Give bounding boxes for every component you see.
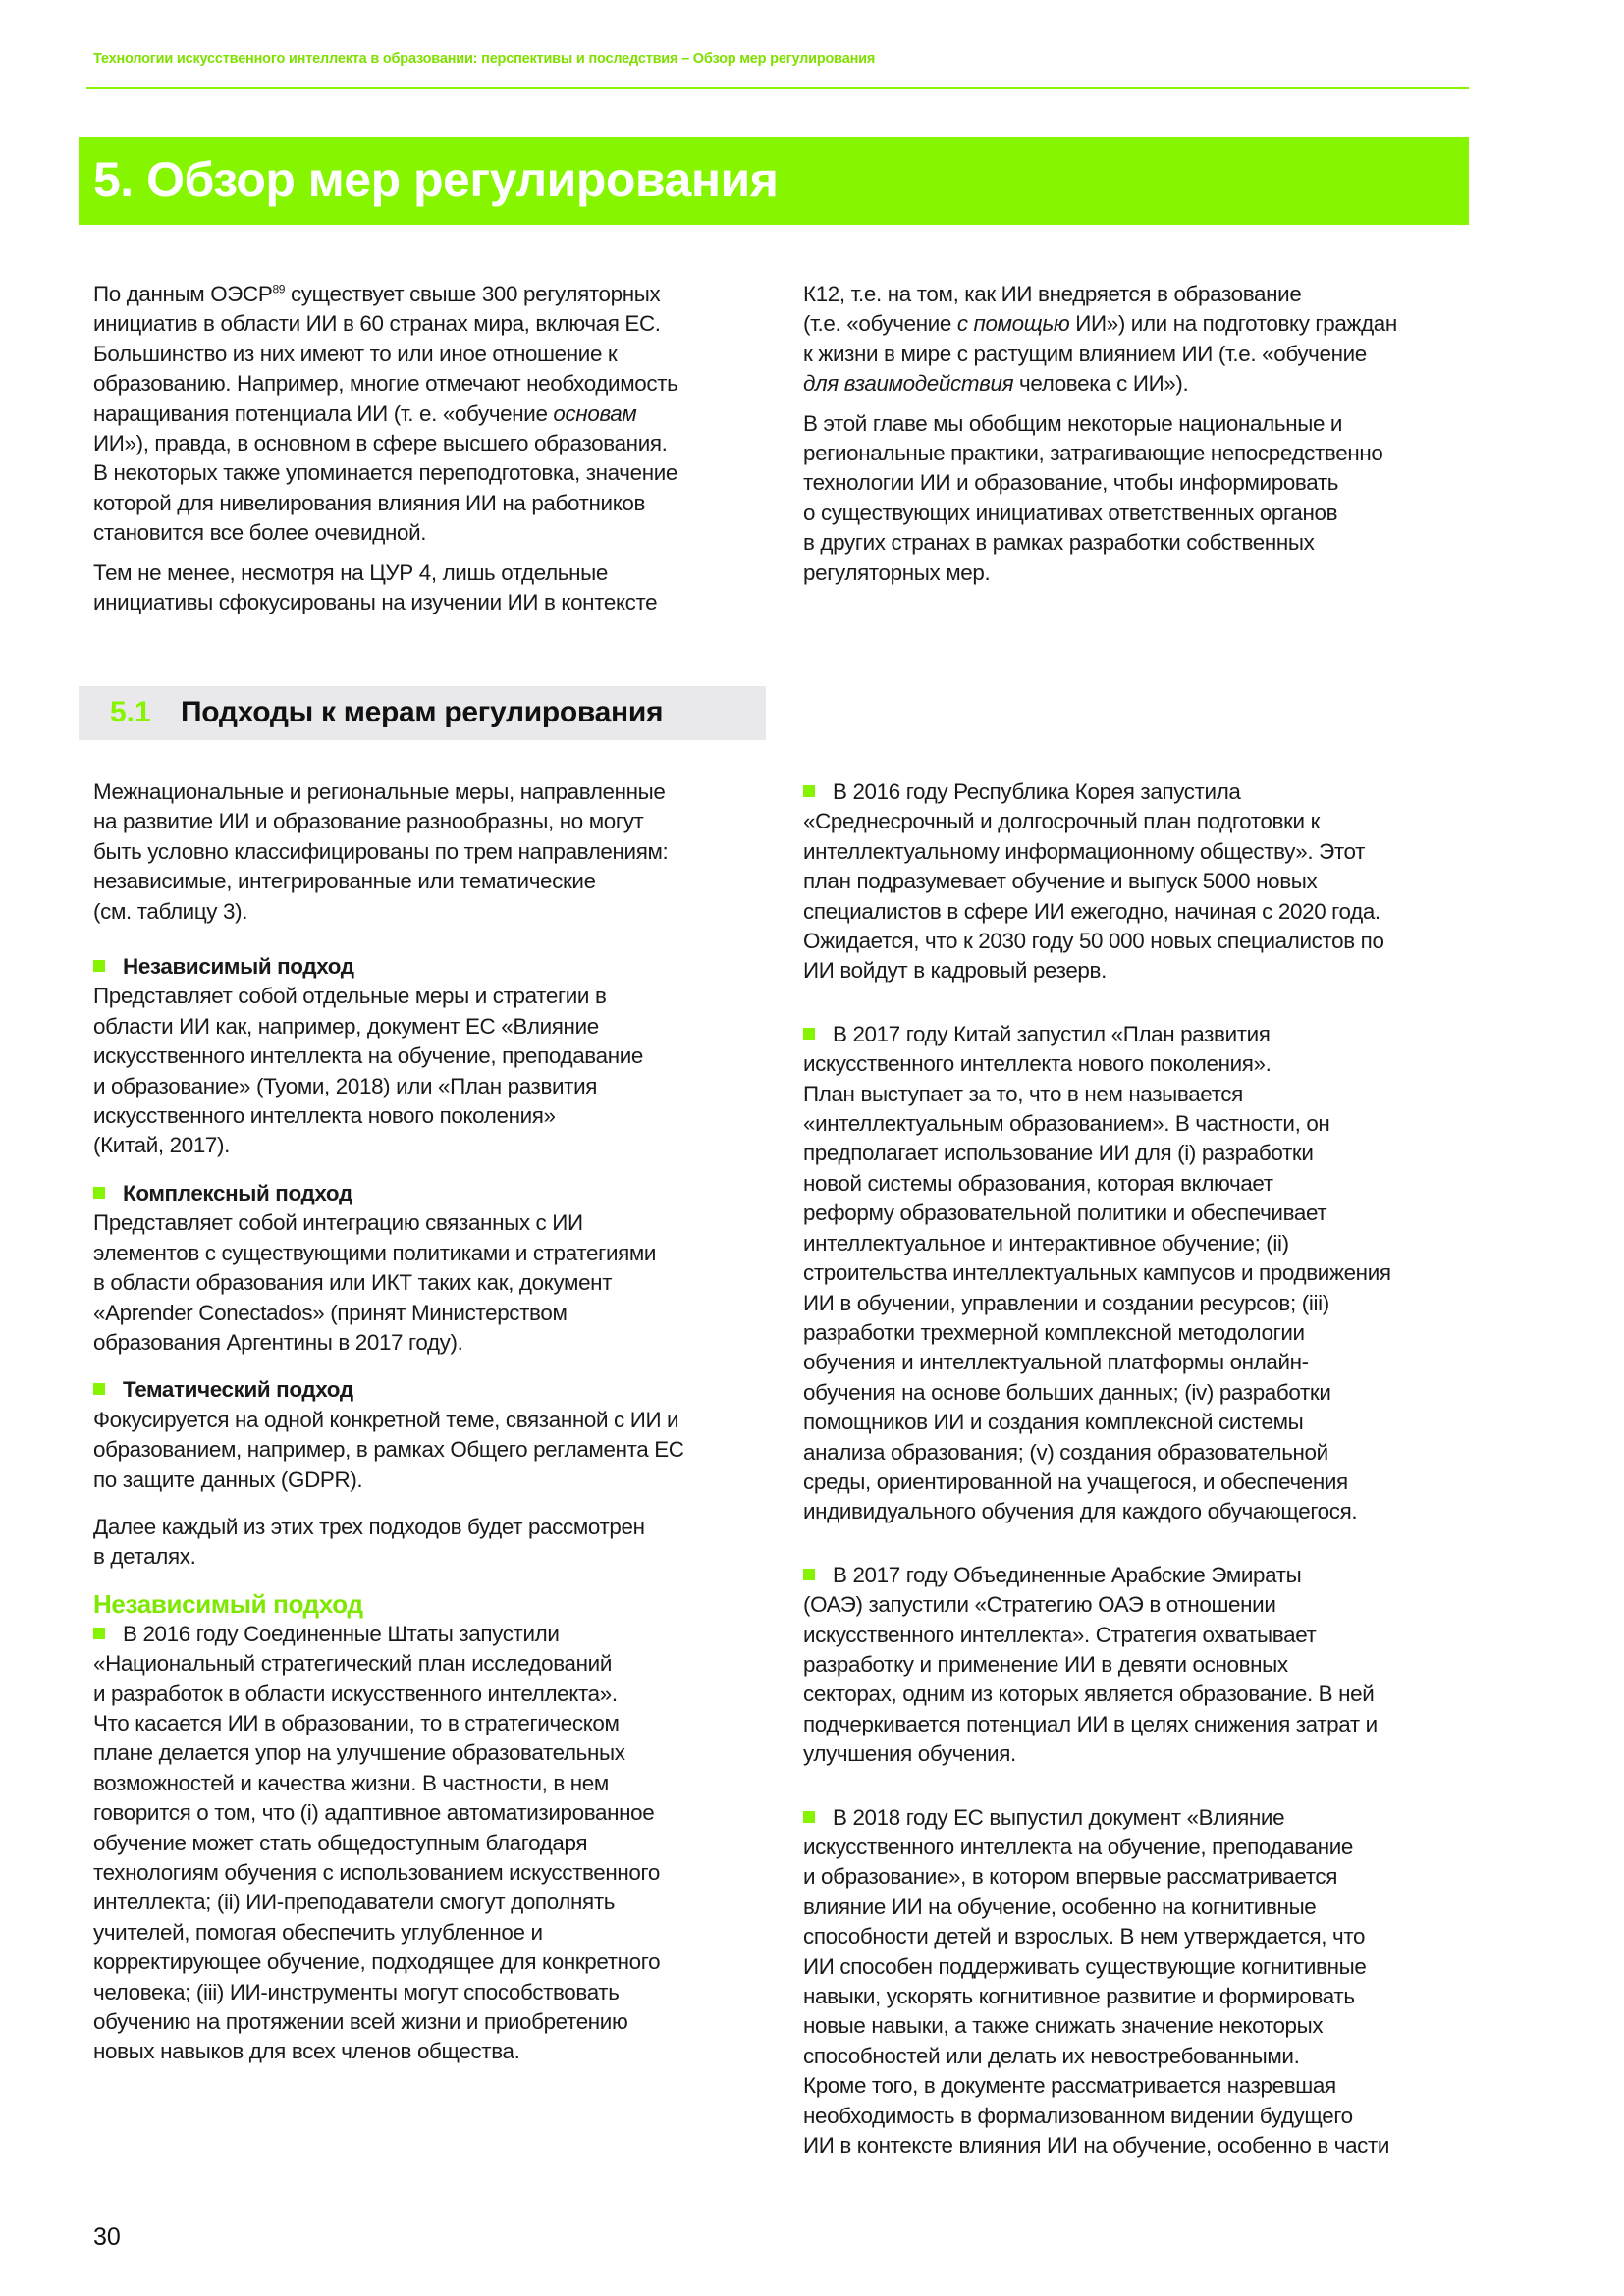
text-line: ИИ способен поддерживать существующие когнитивные: [803, 1953, 1367, 1979]
text-line: Далее каждый из этих трех подходов будет рассмотрен: [93, 1514, 645, 1539]
text-line: плане делается упор на улучшение образовательных: [93, 1740, 625, 1766]
green-square-bullet-icon: [93, 1187, 105, 1199]
approaches-outro: [93, 1513, 771, 1573]
text-line: (см. таблицу 3).: [93, 898, 248, 924]
us-strategy-item: [93, 1620, 771, 2067]
text-line: [803, 1561, 1490, 1590]
text-line: «Среднесрочный и долгосрочный план подготовки к: [803, 809, 1321, 834]
text-line: человека; (iii) ИИ-инструменты могут способствовать: [93, 1979, 620, 2004]
korea-item: [803, 777, 1490, 987]
text-line: региональные практики, затрагивающие непосредственно: [803, 441, 1383, 466]
text-line: ИИ в обучении, управлении и создании ресурсов; (iii): [803, 1290, 1329, 1315]
text-line: которой для нивелирования влияния ИИ на работников: [93, 490, 646, 515]
text-line: элементов с существующими политиками и стратегиями: [93, 1240, 657, 1265]
intro-paragraph-1: [93, 280, 771, 549]
text-line: «интеллектуальным образованием». В частности, он: [803, 1111, 1330, 1137]
text-line: обучения на основе больших данных; (iv) разработки: [803, 1379, 1331, 1405]
text-line: разработки трехмерной комплексной методологии: [803, 1319, 1305, 1345]
text-line: Ожидается, что к 2030 году 50 000 новых специалистов по: [803, 929, 1384, 954]
approach-complex: [93, 1179, 771, 1358]
text-line: [803, 309, 1490, 339]
approach-label-line: [93, 1179, 771, 1208]
text-span: В 2017 году Китай запустил «План развития: [833, 1021, 1271, 1046]
text-line: и разработок в области искусственного интеллекта».: [93, 1681, 618, 1706]
text-line: улучшения обучения.: [803, 1741, 1016, 1767]
text-line: в других странах в рамках разработки собственных: [803, 530, 1315, 556]
text-line: необходимость в формализованном видении будущего: [803, 2103, 1353, 2128]
text-line: ИИ войдут в кадровый резерв.: [803, 958, 1107, 984]
text-line: способностей или делать их невостребованными.: [803, 2043, 1300, 2068]
green-square-bullet-icon: [803, 1569, 815, 1580]
text-line: искусственного интеллекта на обучение, преподавание: [93, 1043, 643, 1069]
running-header: Технологии искусственного интеллекта в образовании: перспективы и последствия – Обзор мер регулирования: [93, 51, 876, 67]
text-line: План выступает за то, что в нем называется: [803, 1081, 1243, 1106]
text-line: образованию. Например, многие отмечают необходимость: [93, 371, 678, 397]
intro-right-column: [803, 280, 1490, 598]
text-line: по защите данных (GDPR).: [93, 1467, 363, 1492]
text-span: В 2016 году Республика Корея запустила: [833, 779, 1241, 804]
text-line: (Китай, 2017).: [93, 1133, 230, 1158]
text-line: К12, т.е. на том, как ИИ внедряется в образование: [803, 282, 1302, 306]
approaches-intro: [93, 777, 771, 927]
text-line: обучение может стать общедоступным благодаря: [93, 1830, 588, 1855]
header-rule: [86, 87, 1469, 89]
text-line: инициатив в области ИИ в 60 странах мира, включая ЕС.: [93, 311, 661, 337]
body-left-column: [93, 777, 771, 2077]
approach-label-line: [93, 1375, 771, 1405]
text-line: среды, ориентированной на учащегося, и обеспечения: [803, 1468, 1348, 1494]
section-heading: [79, 686, 766, 740]
approach-label: Тематический подход: [123, 1377, 353, 1403]
text-span: В 2016 году Соединенные Штаты запустили: [123, 1621, 560, 1646]
text-line: новых навыков для всех членов общества.: [93, 2039, 520, 2064]
text-line: ИИ в контексте влияния ИИ на обучение, особенно в части: [803, 2133, 1390, 2159]
italic-text: основам: [553, 400, 637, 426]
body-right-column: [803, 777, 1490, 2170]
text-line: искусственного интеллекта». Стратегия охватывает: [803, 1622, 1317, 1647]
text-line: реформу образовательной политики и обеспечивает: [803, 1201, 1327, 1226]
intro-paragraph-2: [93, 559, 771, 618]
text-span: В 2018 году ЕС выпустил документ «Влияние: [833, 1804, 1285, 1830]
subheading-independent: Независимый подход: [93, 1588, 363, 1619]
text-line: возможностей и качества жизни. В частности, в нем: [93, 1770, 609, 1795]
text-line: помощников ИИ и создания комплексной системы: [803, 1410, 1304, 1435]
text-line: план подразумевает обучение и выпуск 5000 новых: [803, 869, 1318, 894]
text-line: корректирующее обучение, подходящее для конкретного: [93, 1949, 661, 1975]
text-line: навыки, ускорять когнитивное развитие и формировать: [803, 1984, 1355, 2009]
green-square-bullet-icon: [93, 1628, 105, 1639]
text-span: В 2017 году Объединенные Арабские Эмираты: [833, 1562, 1302, 1587]
text-line: технологиям обучения с использованием искусственного: [93, 1860, 660, 1885]
uae-item: [803, 1561, 1490, 1770]
italic-text: для взаимодействия: [803, 371, 1014, 397]
text-line: [93, 280, 771, 309]
text-span: человека с ИИ»).: [1013, 371, 1189, 397]
text-line: быть условно классифицированы по трем направлениям:: [93, 838, 669, 864]
text-line: и образование» (Туоми, 2018) или «План развития: [93, 1073, 598, 1098]
text-line: секторах, одним из которых является образование. В ней: [803, 1682, 1375, 1707]
intro-left-column: [93, 280, 771, 627]
text-line: В этой главе мы обобщим некоторые национальные и: [803, 410, 1343, 436]
approach-label: Комплексный подход: [123, 1180, 352, 1205]
text-span: наращивания потенциала ИИ (т. е. «обучение: [93, 400, 554, 426]
text-line: искусственного интеллекта нового поколения»: [93, 1103, 556, 1129]
text-line: новой системы образования, которая включает: [803, 1170, 1273, 1196]
text-line: Большинство из них имеют то или иное отношение к: [93, 341, 618, 366]
text-line: [803, 777, 1490, 807]
approach-label-line: [93, 952, 771, 982]
text-line: в области образования или ИКТ таких как, документ: [93, 1270, 613, 1296]
text-line: обучению на протяжении всей жизни и приобретению: [93, 2009, 628, 2035]
chapter-banner: [79, 137, 1469, 225]
text-line: предполагает использование ИИ для (i) разработки: [803, 1141, 1314, 1166]
intro-paragraph-4: [803, 409, 1490, 588]
text-line: регуляторных мер.: [803, 560, 991, 585]
text-line: в деталях.: [93, 1544, 196, 1570]
text-span: существует свыше 300 регуляторных: [285, 282, 661, 306]
text-line: Кроме того, в документе рассматривается назревшая: [803, 2073, 1336, 2099]
italic-text: с помощью: [956, 311, 1070, 337]
text-line: области ИИ как, например, документ ЕС «Влияние: [93, 1013, 599, 1039]
footnote-ref[interactable]: 89: [272, 282, 286, 296]
green-square-bullet-icon: [93, 1383, 105, 1395]
china-item: [803, 1020, 1490, 1527]
text-span: (т.е. «обучение: [803, 311, 957, 337]
text-line: о существующих инициативах ответственных органов: [803, 500, 1338, 525]
text-line: технологии ИИ и образование, чтобы информировать: [803, 470, 1339, 496]
page-number: 30: [93, 2223, 121, 2251]
green-square-bullet-icon: [93, 960, 105, 972]
approach-independent: [93, 952, 771, 1161]
approach-label: Независимый подход: [123, 954, 354, 980]
text-line: «Национальный стратегический план исследований: [93, 1651, 612, 1677]
text-line: [93, 400, 771, 429]
text-line: искусственного интеллекта нового поколения».: [803, 1051, 1272, 1077]
chapter-title: 5. Обзор мер регулирования: [93, 152, 779, 207]
text-line: образованием, например, в рамках Общего регламента ЕС: [93, 1437, 684, 1463]
text-line: специалистов в сфере ИИ ежегодно, начиная с 2020 года.: [803, 898, 1380, 924]
text-line: интеллектуальному информационному обществу». Этот: [803, 838, 1366, 864]
green-square-bullet-icon: [803, 785, 815, 797]
text-line: говорится о том, что (i) адаптивное автоматизированное: [93, 1800, 655, 1826]
text-line: Представляет собой отдельные меры и стратегии в: [93, 984, 607, 1009]
text-line: Межнациональные и региональные меры, направленные: [93, 779, 666, 804]
text-line: подчеркивается потенциал ИИ в целях снижения затрат и: [803, 1711, 1378, 1736]
text-line: строительства интеллектуальных кампусов и продвижения: [803, 1260, 1391, 1286]
text-line: Представляет собой интеграцию связанных с ИИ: [93, 1210, 583, 1236]
text-line: независимые, интегрированные или тематические: [93, 869, 596, 894]
text-line: обучения и интеллектуальной платформы онлайн-: [803, 1350, 1309, 1375]
text-line: «Aprender Conectados» (принят Министерством: [93, 1300, 568, 1325]
text-span: ИИ») или на подготовку граждан: [1069, 311, 1397, 337]
text-line: В некоторых также упоминается переподготовка, значение: [93, 460, 677, 486]
text-line: [93, 1620, 771, 1649]
text-line: (ОАЭ) запустили «Стратегию ОАЭ в отношении: [803, 1592, 1276, 1618]
green-square-bullet-icon: [803, 1028, 815, 1040]
text-line: Тем не менее, несмотря на ЦУР 4, лишь отдельные: [93, 560, 608, 585]
text-line: новые навыки, а также снижать значение некоторых: [803, 2013, 1324, 2039]
green-square-bullet-icon: [803, 1811, 815, 1823]
text-line: Фокусируется на одной конкретной теме, связанной с ИИ и: [93, 1407, 679, 1432]
section-title: Подходы к мерам регулирования: [181, 696, 664, 728]
approach-thematic: [93, 1375, 771, 1495]
text-line: [803, 369, 1490, 399]
text-line: интеллекта; (ii) ИИ-преподаватели смогут дополнять: [93, 1890, 616, 1915]
text-line: становится все более очевидной.: [93, 520, 427, 546]
text-line: влияние ИИ на обучение, особенно на когнитивные: [803, 1894, 1317, 1919]
text-line: интеллектуальное и интерактивное обучение; (ii): [803, 1230, 1289, 1255]
text-line: разработку и применение ИИ в девяти основных: [803, 1651, 1288, 1677]
text-span: По данным ОЭСР: [93, 282, 273, 306]
text-line: образования Аргентины в 2017 году).: [93, 1329, 463, 1355]
text-line: [803, 1803, 1490, 1833]
eu-item: [803, 1803, 1490, 2162]
text-line: и образование», в котором впервые рассматривается: [803, 1864, 1337, 1890]
text-line: [803, 1020, 1490, 1049]
intro-paragraph-3: [803, 280, 1490, 400]
text-line: анализа образования; (v) создания образовательной: [803, 1439, 1328, 1465]
text-line: на развитие ИИ и образование разнообразны, но могут: [93, 809, 644, 834]
text-line: к жизни в мире с растущим влиянием ИИ (т.е. «обучение: [803, 341, 1367, 366]
text-line: инициативы сфокусированы на изучении ИИ в контексте: [93, 590, 658, 615]
text-line: искусственного интеллекта на обучение, преподавание: [803, 1835, 1353, 1859]
text-line: индивидуального обучения для каждого обучающегося.: [803, 1499, 1358, 1524]
section-number: 5.1: [110, 696, 151, 728]
text-line: Что касается ИИ в образовании, то в стратегическом: [93, 1710, 620, 1735]
text-line: способности детей и взрослых. В нем утверждается, что: [803, 1924, 1366, 1949]
text-line: учителей, помогая обеспечить углубленное и: [93, 1919, 543, 1945]
text-line: ИИ»), правда, в основном в сфере высшего образования.: [93, 431, 668, 456]
